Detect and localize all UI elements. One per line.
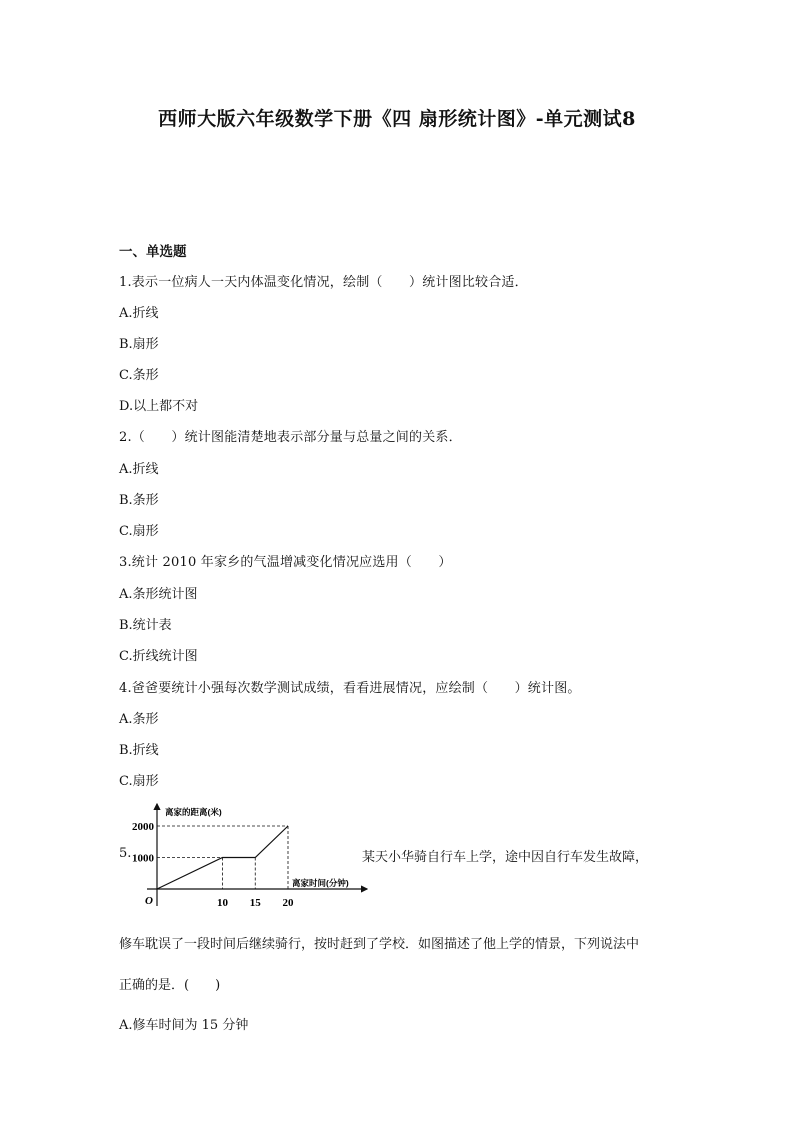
distance-time-chart xyxy=(117,798,377,914)
question-2-option-a[interactable]: A.折线 xyxy=(119,462,159,477)
question-4-option-a[interactable]: A.条形 xyxy=(119,712,159,727)
page-title: 西师大版六年级数学下册《四 扇形统计图》-单元测试8 xyxy=(158,108,636,130)
question-2-option-c[interactable]: C.扇形 xyxy=(119,524,159,539)
question-4-option-b[interactable]: B.折线 xyxy=(119,743,159,758)
question-1-stem: 1.表示一位病人一天内体温变化情况，绘制（ ）统计图比较合适． xyxy=(119,275,528,290)
x-tick-label-15: 15 xyxy=(249,897,261,909)
x-tick-label-10: 10 xyxy=(217,897,228,909)
chart-svg xyxy=(117,798,377,914)
question-3-option-c[interactable]: C.折线统计图 xyxy=(119,649,198,664)
question-1-option-b[interactable]: B.扇形 xyxy=(119,337,159,352)
y-axis-label: 离家的距离(米) xyxy=(165,807,222,817)
question-5-option-a[interactable]: A.修车时间为 15 分钟 xyxy=(119,1018,249,1033)
question-1-option-a[interactable]: A.折线 xyxy=(119,306,159,321)
question-5-number: 5. xyxy=(119,846,132,861)
question-2-option-b[interactable]: B.条形 xyxy=(119,493,159,508)
question-2-stem: 2.（ ）统计图能清楚地表示部分量与总量之间的关系． xyxy=(119,430,462,445)
y-tick-label-2000: 2000 xyxy=(132,821,154,833)
question-4-stem: 4.爸爸要统计小强每次数学测试成绩，看看进展情况，应绘制（ ）统计图。 xyxy=(119,681,581,696)
question-3-stem: 3.统计 2010 年家乡的气温增减变化情况应选用（ ） xyxy=(119,555,452,570)
question-1-option-d[interactable]: D.以上都不对 xyxy=(119,399,199,414)
question-1-option-c[interactable]: C.条形 xyxy=(119,368,159,383)
question-3-option-a[interactable]: A.条形统计图 xyxy=(119,587,198,602)
question-3-option-b[interactable]: B.统计表 xyxy=(119,618,172,633)
question-5-text-line3: 正确的是．( ) xyxy=(119,978,221,993)
question-5-text-right: 某天小华骑自行车上学，途中因自行车发生故障， xyxy=(362,850,649,865)
question-4-option-c[interactable]: C.扇形 xyxy=(119,774,159,789)
section-heading: 一、单选题 xyxy=(119,244,187,260)
x-tick-label-20: 20 xyxy=(282,897,294,909)
question-5-text-line2: 修车耽误了一段时间后继续骑行，按时赶到了学校．如图描述了他上学的情景，下列说法中 xyxy=(119,937,640,952)
origin-label: O xyxy=(145,895,153,907)
y-tick-label-1000: 1000 xyxy=(132,852,154,865)
x-axis-label: 离家时间(分钟) xyxy=(292,878,349,888)
